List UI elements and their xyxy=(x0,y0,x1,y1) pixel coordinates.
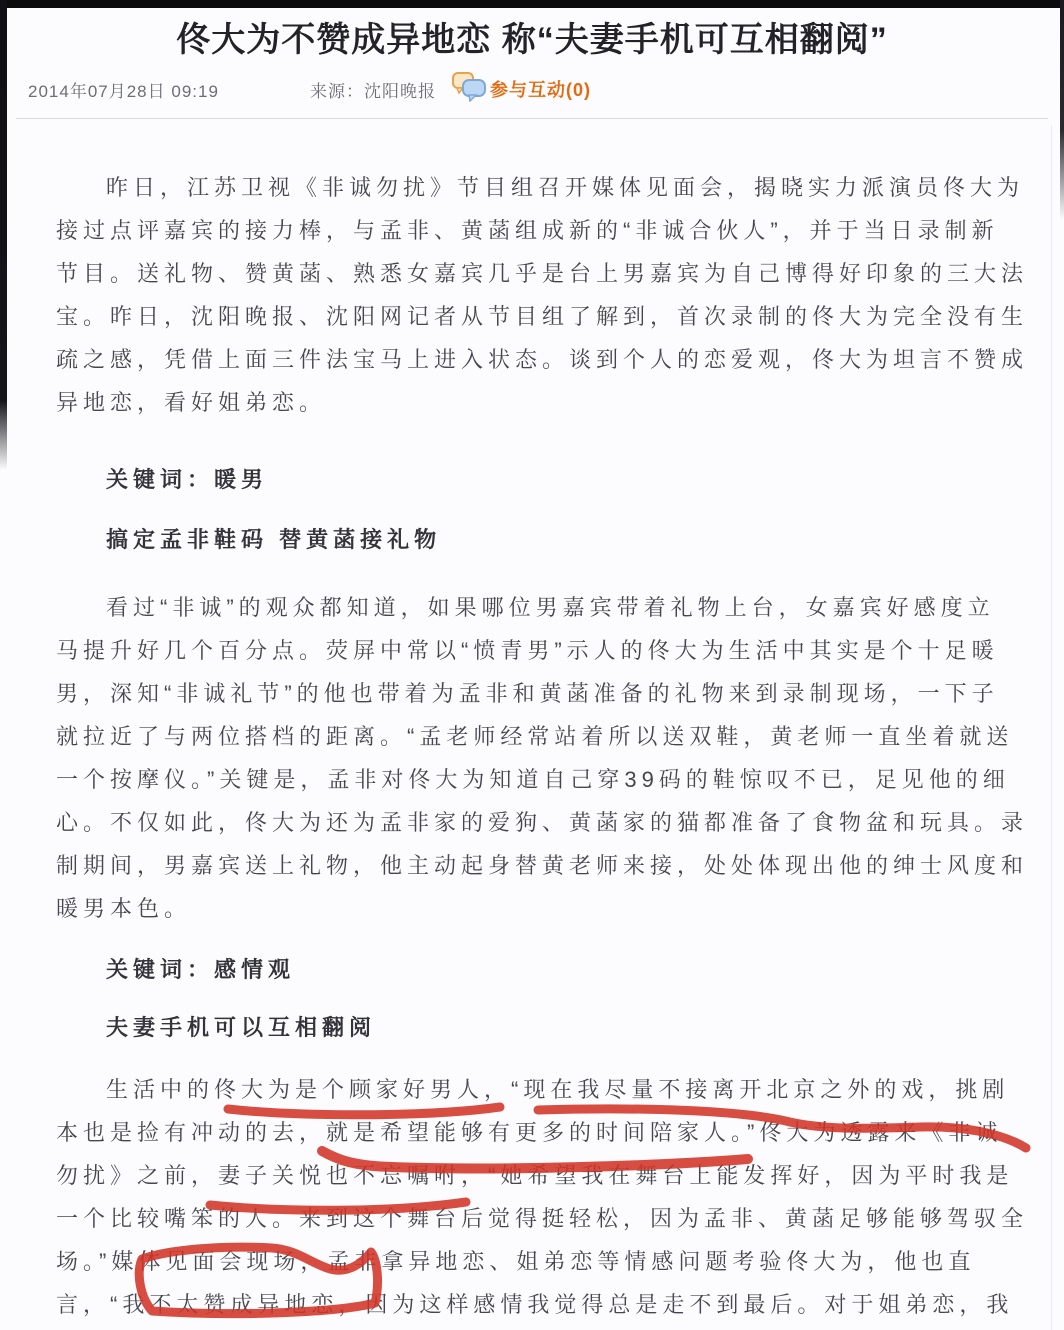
paragraph-line: 宝。昨日，沈阳晚报、沈阳网记者从节目组了解到，首次录制的佟大为完全没有生 xyxy=(56,304,1029,329)
paragraph-line: 言，“我不太赞成异地恋，因为这样感情我觉得总是走不到最后。对于姐弟恋，我 xyxy=(56,1292,1014,1317)
section-heading-keyword-ganqingguan: 关键词：感情观 xyxy=(106,957,296,982)
paragraph-line: 勿扰》之前，妻子关悦也不忘嘱咐，“她希望我在舞台上能发挥好，因为平时我是 xyxy=(56,1163,1014,1188)
paragraph-line: 生活中的佟大为是个顾家好男人，“现在我尽量不接离开北京之外的戏，挑剧 xyxy=(106,1077,1010,1102)
paragraph-line: 一个比较嘴笨的人。来到这个舞台后觉得挺轻松，因为孟非、黄菡足够能够驾驭全 xyxy=(56,1206,1029,1231)
paragraph-line: 心。不仅如此，佟大为还为孟非家的爱狗、黄菡家的猫都准备了食物盆和玩具。录 xyxy=(56,810,1029,835)
paragraph-line: 就拉近了与两位搭档的距离。“孟老师经常站着所以送双鞋，黄老师一直坐着就送 xyxy=(56,724,1014,749)
paragraph-line: 场。”媒体见面会现场，孟非拿异地恋、姐弟恋等情感问题考验佟大为，他也直 xyxy=(56,1249,976,1274)
screenshot-right-dark-edge xyxy=(1060,0,1064,220)
paragraph-line: 节目。送礼物、赞黄菡、熟悉女嘉宾几乎是台上男嘉宾为自己博得好印象的三大法 xyxy=(56,261,1029,286)
source-label: 来源：沈阳晚报 xyxy=(310,82,436,101)
paragraph-line: 一个按摩仪。”关键是，孟非对佟大为知道自己穿39码的鞋惊叹不已，足见他的细 xyxy=(56,767,1010,792)
paragraph-line: 疏之感，凭借上面三件法宝马上进入状态。谈到个人的恋爱观，佟大为坦言不赞成 xyxy=(56,347,1029,372)
publish-date: 2014年07月28日 09:19 xyxy=(28,82,219,101)
paragraph-line: 男，深知“非诚礼节”的他也带着为孟非和黄菡准备的礼物来到录制现场，一下子 xyxy=(56,681,999,706)
page-title: 佟大为不赞成异地恋 称“夫妻手机可互相翻阅” xyxy=(176,20,888,59)
paragraph-line: 暖男本色。 xyxy=(56,896,192,921)
screenshot-top-black-bar xyxy=(0,0,1064,8)
paragraph-line: 异地恋，看好姐弟恋。 xyxy=(56,390,327,415)
paragraph-line: 看过“非诚”的观众都知道，如果哪位男嘉宾带着礼物上台，女嘉宾好感度立 xyxy=(106,595,995,620)
section-heading-keyword-nuannan: 关键词：暖男 xyxy=(106,467,269,492)
speech-bubbles-icon xyxy=(452,72,492,102)
paragraph-line: 本也是捡有冲动的去，就是希望能够有更多的时间陪家人。”佟大为透露来《非诚 xyxy=(56,1120,1003,1145)
paragraph-line: 接过点评嘉宾的接力棒，与孟非、黄菡组成新的“非诚合伙人”，并于当日录制新 xyxy=(56,218,999,243)
article-meta-row xyxy=(0,74,1064,102)
screenshot-left-black-edge xyxy=(0,0,7,470)
paragraph-line: 昨日，江苏卫视《非诚勿扰》节目组召开媒体见面会，揭晓实力派演员佟大为 xyxy=(106,175,1025,200)
interact-link-label[interactable]: 参与互动(0) xyxy=(490,80,591,100)
section-heading-phones: 夫妻手机可以互相翻阅 xyxy=(106,1015,377,1040)
paragraph-line: 制期间，男嘉宾送上礼物，他主动起身替黄老师来接，处处体现出他的绅士风度和 xyxy=(56,853,1029,878)
right-column-divider xyxy=(1051,125,1052,1330)
header-divider xyxy=(16,118,1048,119)
paragraph-line: 马提升好几个百分点。荧屏中常以“愤青男”示人的佟大为生活中其实是个十足暖 xyxy=(56,638,999,663)
section-heading-gifts: 搞定孟非鞋码 替黄菡接礼物 xyxy=(106,527,442,552)
